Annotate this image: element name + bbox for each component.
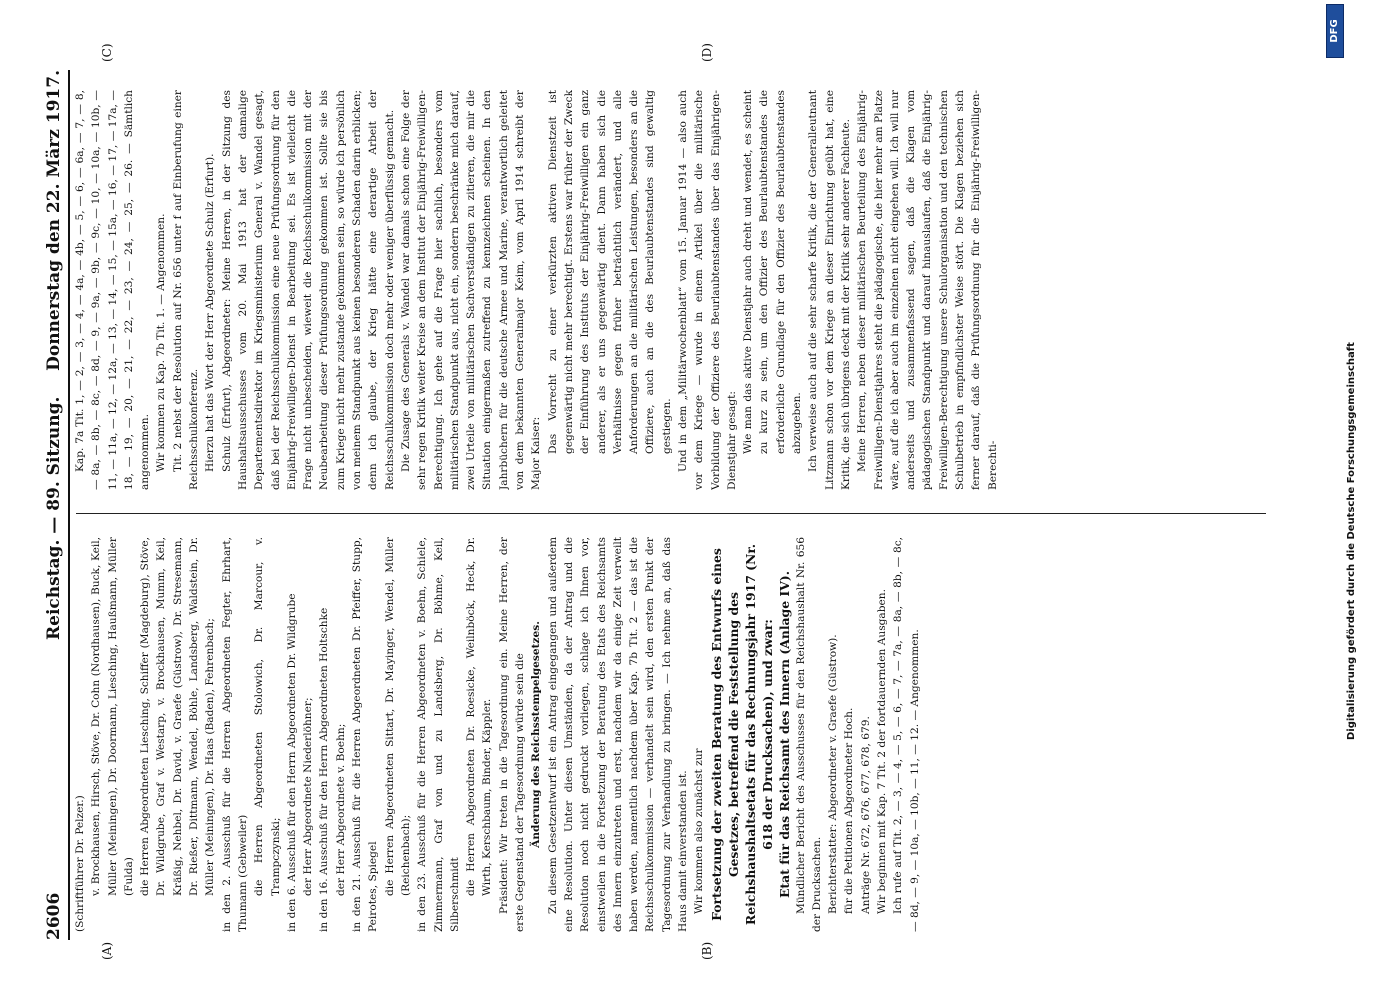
paragraph: Ich verweise auch auf die sehr scharfe Kritik, die der Generalleutnant Litzmann schon vor dem Kriege an dieser Einrichtung geübt hat, eine Kritik, die sich übrigens deckt mit der Kritik sehr anderer Fachleute. <box>807 90 852 490</box>
paragraph: Etat für das Reichsamt des Innern (Anlage IV). <box>776 570 792 899</box>
paragraph: Berichterstatter: Abgeordneter v. Graefe (Güstrow). <box>827 634 840 914</box>
paragraph: die Herren Abgeordneten Sittart, Dr. Mayinger, Wendel, Müller (Reichenbach); <box>383 537 412 896</box>
paragraph: Anträge Nr. 672, 676, 677, 678, 679. <box>859 716 872 914</box>
paragraph: die Herren Abgeordneten Liesching, Schiffer (Magdeburg), Stöve, Dr. Wildgrube, Graf v. Westarp, v. Brockhausen, Mumm, Keil, Kräßig, Nehbel, Dr. David, v. Graefe (Güstrow), Dr. Stresemann, Dr. Rießer, Dittmann, Wendel, Böhle, Landsberg, Waldstein, Dr. Müller (Meiningen), Dr. Haas (Baden), Fehrenbach; <box>139 537 217 896</box>
paragraph: Das Vorrecht zu einer verkürzten aktiven Dienstzeit ist gegenwärtig nicht mehr berechtigt. Erstens war früher der Zweck der Einführung des Instituts der Einjährig-Freiwilligen ein ganz anderer, als er uns gegenwärtig dient. Dann haben sich die Verhältnisse gegen früher beträchtlich verändert, und alle Anforderungen an die militärischen Leistungen, besonders an die Offiziere, auch an die des Beurlaubtenstandes sind gewaltig gestiegen. <box>546 90 673 454</box>
header-session: Reichstag. — 89. Sitzung. <box>44 396 64 640</box>
paragraph: in den 16. Ausschuß für den Herrn Abgeordneten Holtschke <box>318 607 331 932</box>
margin-letter-b: (B) <box>700 941 714 960</box>
paragraph: Schulz (Erfurt), Abgeordneter: Meine Herren, in der Sitzung des Haushaltsausschusses vom 20. Mai 1913 hat der damalige Departementsdirektor im Kriegsministerium General v. Wandel gesagt, daß bei der Reichsschulkommission eine neue Prüfungsordnung für den Einjährig-Freiwilligen-Dienst in Bearbeitung sei. Es ist vielleicht die Frage nicht unbescheiden, wieweit die Reichsschulkommission mit der Neubearbeitung dieser Prüfungsordnung gekommen ist. Sollte sie bis zum Kriege nicht mehr zustande gekommen sein, so würde ich persönlich von meinem Standpunkt aus keinen besonderen Schaden darin erblicken; denn ich glaube, der Krieg hätte eine derartige Arbeit der Reichsschulkommission doch mehr oder weniger überflüssig gemacht. <box>220 90 396 490</box>
paragraph: in den 21. Ausschuß für die Herren Abgeordneten Dr. Pfeiffer, Stupp, Peirotes, Spiegel <box>351 537 380 932</box>
paragraph: die Herren Abgeordneten Dr. Roesicke, Weilnböck, Heck, Dr. Wirth, Kerschbaum, Binder, Käppler. <box>465 537 494 896</box>
paragraph: die Herren Abgeordneten Stolowich, Dr. Marcour, v. Trampczynski; <box>253 537 282 896</box>
paragraph: Fortsetzung der zweiten Beratung des Entwurfs eines Gesetzes, betreffend die Feststellung des Reichshaushaltsetats für das Rechnungsjahr 1917 (Nr. 618 der Drucksachen), und zwar: <box>708 543 775 926</box>
paragraph: Wir beginnen mit Kap. 7 Tit. 2 der fortdauernden Ausgaben. <box>876 589 889 914</box>
dfg-logo: DFG <box>1326 4 1344 58</box>
paragraph: Wir kommen also zunächst zur <box>693 748 706 914</box>
paragraph: der Herr Abgeordnete Niederlöhner; <box>302 697 315 896</box>
paragraph: Tit. 2 nebst der Resolution auf Nr. 656 unter f auf Einberufung einer Reichsschulkonferenz. <box>171 90 201 490</box>
paragraph: Hierzu hat das Wort der Herr Abgeordnete Schulz (Erfurt). <box>204 153 217 472</box>
paragraph: Kap. 7a Tit. 1, — 2, — 3, — 4, — 4a, — 4b, — 5, — 6, — 6a, — 7, — 8, — 8a, — 8b, — 8c, — 8d, — 9, — 9a, — 9b, — 9c, — 10, — 10a, — 10b, — 11, — 11a, — 12, — 12a, — 13, — 14, — 15, — 15a, — 16, — 17, — 17a, — 18, — 19, — 20, — 21, — 22, — 23, — 24, — 25, — 26. — Sämtlich angenommen. <box>74 90 152 490</box>
paragraph: v. Brockhausen, Hirsch, Stöve, Dr. Cohn (Nordhausen), Buck, Keil, Müller (Meiningen), Dr. Doormann, Liesching, Haußmann, Müller (Fulda) <box>90 537 135 896</box>
paragraph: Ich rufe auf Tit. 2, — 3, — 4, — 5, — 6, — 7, — 7a, — 8a, — 8b, — 8c, — 8d, — 9, — 10a, — 10b, — 11, — 12. — Angenommen. <box>892 537 921 932</box>
header-date: Donnerstag den 22. März 1917. <box>44 70 64 371</box>
left-text-column <box>72 537 1292 932</box>
paragraph: Mündlicher Bericht des Ausschusses für den Reichshaushalt Nr. 656 der Drucksachen. <box>794 537 823 932</box>
column-divider <box>76 513 1266 514</box>
margin-letter-c: (C) <box>100 43 114 62</box>
paragraph: in den 23. Ausschuß für die Herren Abgeordneten v. Boehn, Schiele, Zimmermann, Graf von und zu Landsberg, Dr. Böhme, Keil, Silberschmidt <box>416 537 461 932</box>
paragraph: Zu diesem Gesetzentwurf ist ein Antrag eingegangen und außerdem eine Resolution. Unter diesen Umständen, da der Antrag und die Resolution noch nicht gedruckt vorliegen, schlage ich Ihnen vor, einstweilen in die Fortsetzung der Beratung des Etats des Reichsamts des Innern einzutreten und erst, nachdem wir da einige Zeit verweilt haben werden, namentlich nachdem über Kap. 7b Tit. 2 — das ist die Reichsschulkommission — verhandelt sein wird, den ersten Punkt der Tagesordnung zur Verhandlung zu bringen. — Ich nehme an, daß das Haus damit einverstanden ist. <box>546 537 689 932</box>
paragraph: Und in dem „Militärwochenblatt“ vom 15. Januar 1914 — also auch vor dem Kriege — wurde in einem Artikel über die militärische Vorbildung der Offiziere des Beurlaubtenstandes über das Einjährigen-Dienstjahr gesagt: <box>676 90 738 490</box>
page-number: 2606 <box>44 892 64 940</box>
paragraph: Präsident: Wir treten in die Tagesordnung ein. Meine Herren, der erste Gegenstand der Tagesordnung würde sein die <box>497 537 527 932</box>
paragraph: in den 2. Ausschuß für die Herren Abgeordneten Fegter, Ehrhart, Thumann (Gebweiler) <box>220 537 249 932</box>
paragraph: Wie man das aktive Dienstjahr auch dreht und wendet, es scheint zu kurz zu sein, um den Offizier des Beurlaubtenstandes die erforderliche Grundlage für den Offizier des Beurlaubtenstandes abzugeben. <box>742 90 804 454</box>
paragraph: der Herr Abgeordnete v. Boehn; <box>334 723 347 896</box>
paragraph: Änderung des Reichsstempelgesetzes. <box>530 621 543 848</box>
paragraph: in den 6. Ausschuß für den Herrn Abgeordneten Dr. Wildgrube <box>285 593 298 932</box>
right-text-column <box>72 90 1292 490</box>
margin-letter-a: (A) <box>100 941 114 960</box>
paragraph: Die Zusage des Generals v. Wandel war damals schon eine Folge der sehr regen Kritik weiter Kreise an dem Institut der Einjährig-Freiwilligen-Berechtigung. Ich gehe auf die Frage hier sachlich, besonders vom militärischen Standpunkt aus, nicht ein, sondern beschränke mich darauf, zwei Urteile von militärischen Sachverständigen zu zitieren, die mir die Situation einigermaßen zutreffend zu kennzeichnen scheinen. In den Jahrbüchern für die deutsche Armee und Marine, verantwortlich geleitet von dem bekannten Generalmajor Keim, vom April 1914 schreibt der Major Kaiser: <box>399 90 543 490</box>
paragraph: Wir kommen zu Kap. 7b Tit. 1. — Angenommen. <box>155 213 168 472</box>
paragraph: (Schriftführer Dr. Pelzer.) <box>74 795 86 932</box>
paragraph: für die Petitionen Abgeordneter Hoch. <box>843 707 856 914</box>
digitization-credit: Digitalisierung gefördert durch die Deutsche Forschungsgemeinschaft <box>1346 342 1357 740</box>
page-header <box>40 70 70 940</box>
paragraph: Meine Herren, neben dieser militärischen Beurteilung des Einjährig-Freiwilligen-Dienstjahres steht die pädagogische, die hier mehr am Platze wäre, auf die ich aber auch im einzelnen nicht eingehen will. Ich will nur anderseits und zusammenfassend sagen, daß die Klagen vom pädagogischen Standpunkt und darauf hinauslaufen, daß die Einjährig-Freiwilligen-Berechtigung unsere Schulorganisation und den technischen Schulbetrieb in empfindlichster Weise stört. Die Klagen beziehen sich ferner darauf, daß die Prüfungsordnung für die Einjährig-Freiwilligen-Berechti- <box>856 90 999 490</box>
margin-letter-d: (D) <box>700 43 714 62</box>
